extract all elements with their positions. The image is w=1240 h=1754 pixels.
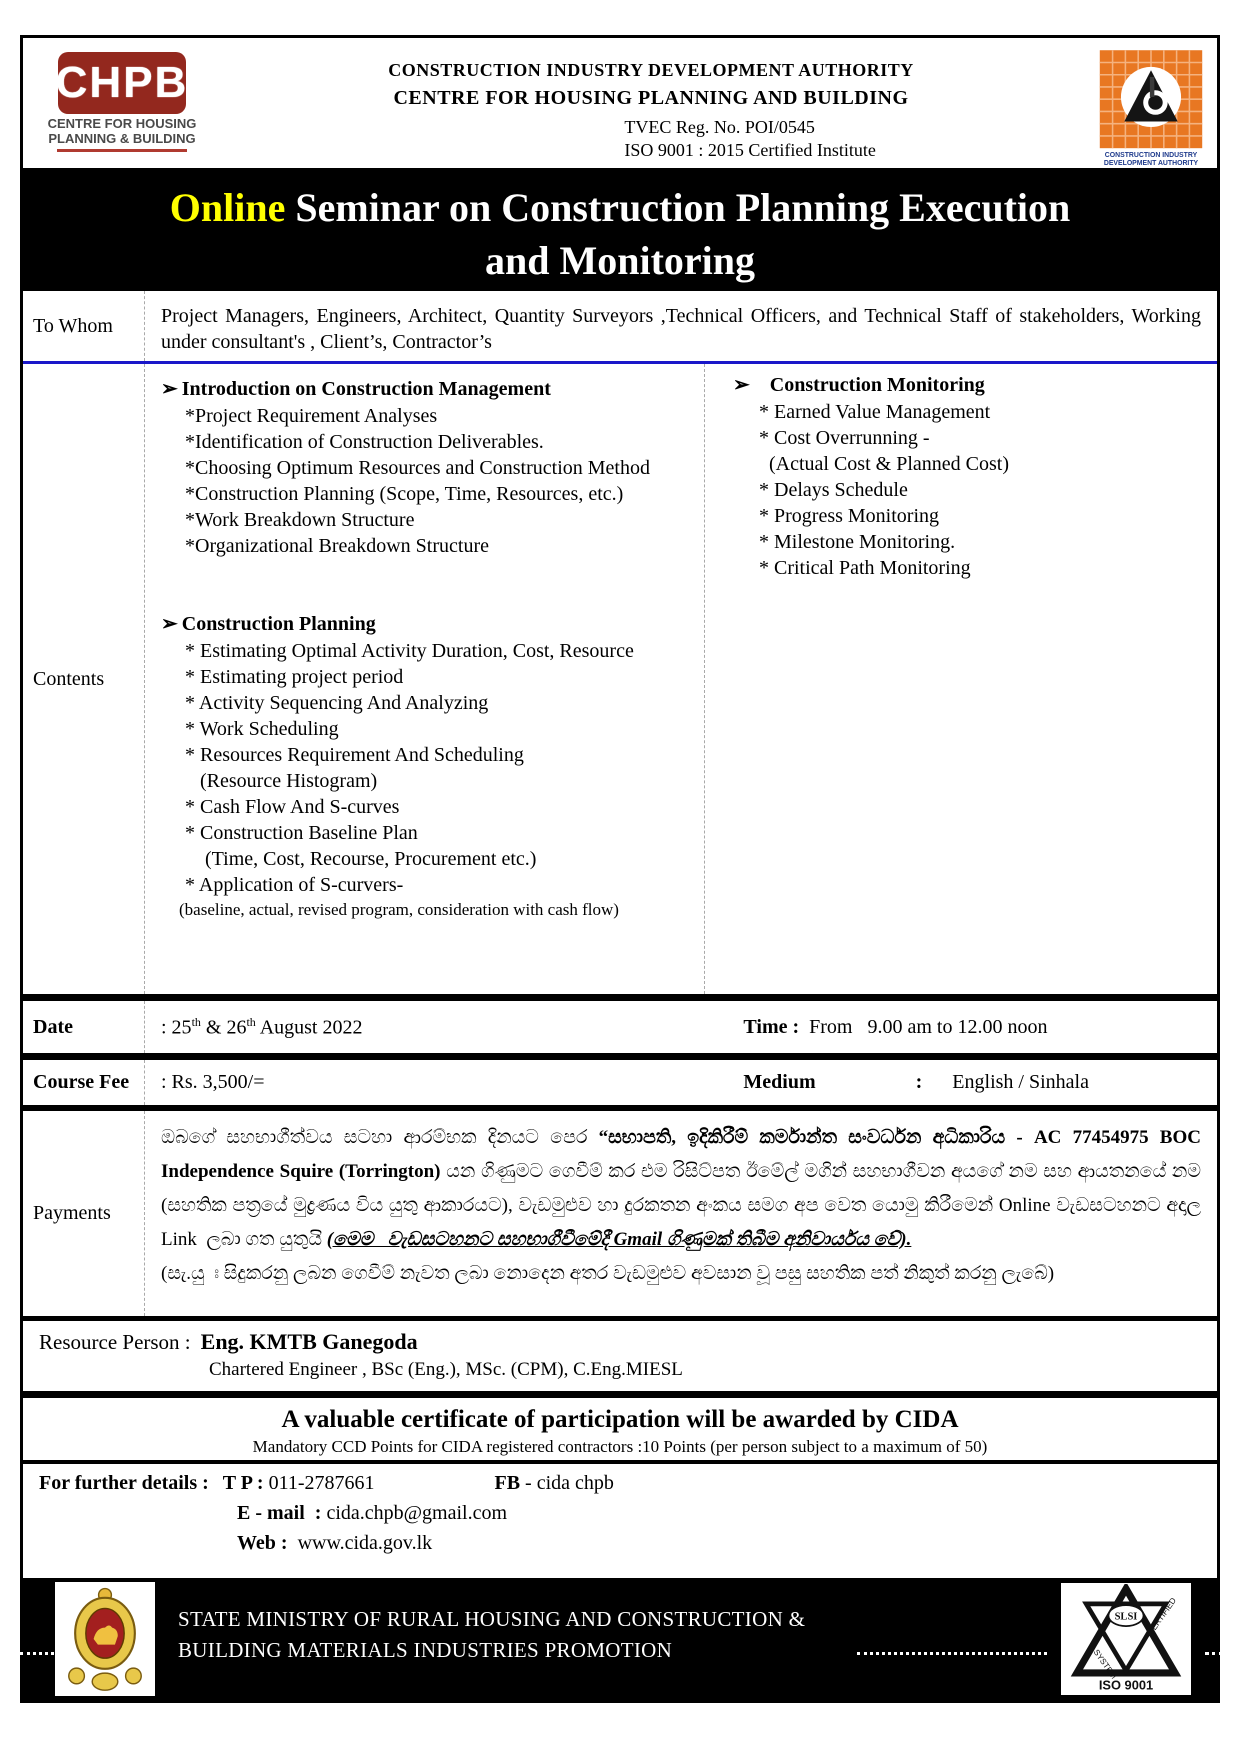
contents-item: *Construction Planning (Scope, Time, Resources, etc.) bbox=[185, 483, 624, 505]
date-suffix: August 2022 bbox=[255, 1016, 363, 1039]
payments-bank-account-bold: “සභාපති, ඉදිකිරීම් කර්මාන්ත සංවර්ධන අධිකාරිය - AC 77454975 BOC Independence Squire (Torrington) bbox=[161, 1127, 1206, 1182]
medium-label: Medium bbox=[743, 1071, 816, 1093]
contents-item: * Estimating project period bbox=[185, 666, 404, 688]
contents-right-column bbox=[705, 364, 1217, 994]
payments-label: Payments bbox=[23, 1111, 145, 1316]
resource-person-credentials: Chartered Engineer , BSc (Eng.), MSc. (CPM), C.Eng.MIESL bbox=[209, 1359, 683, 1380]
sri-lanka-emblem-icon bbox=[55, 1582, 155, 1696]
footer-band bbox=[23, 1578, 1217, 1700]
payments-row bbox=[23, 1111, 1217, 1316]
ministry-line2: BUILDING MATERIALS INDUSTRIES PROMOTION bbox=[178, 1638, 673, 1662]
email-item bbox=[237, 1502, 1201, 1525]
facebook-label: FB bbox=[494, 1472, 521, 1494]
contents-row bbox=[23, 364, 1217, 994]
svg-text:DEVELOPMENT AUTHORITY: DEVELOPMENT AUTHORITY bbox=[1103, 159, 1199, 166]
course-fee-row bbox=[23, 1060, 1217, 1105]
contents-item: * Milestone Monitoring. bbox=[759, 531, 956, 553]
date-prefix: : 25 bbox=[161, 1016, 192, 1039]
phone-item bbox=[223, 1472, 375, 1495]
payments-gmail-requirement: (මෙම වැඩසටහනට සහභාගීවීමේදී Gmail ගිණුමක් තිබීම අනිවාර්යය වේ). bbox=[326, 1229, 912, 1250]
to-whom-text: Project Managers, Engineers, Architect, Quantity Surveyors ,Technical Officers, and Technical Staff of stakeholders, Working under consultant's , Client’s, Contractor’s bbox=[161, 305, 1201, 353]
email-address: cida.chpb@gmail.com bbox=[321, 1502, 508, 1524]
date-value bbox=[161, 1015, 743, 1040]
email-label: E - mail : bbox=[237, 1502, 322, 1524]
contents-label: Contents bbox=[23, 364, 145, 994]
iso-certification: ISO 9001 : 2015 Certified Institute bbox=[624, 140, 876, 160]
seminar-title-line2: and Monitoring bbox=[484, 238, 756, 283]
medium-colon: : bbox=[915, 1071, 923, 1093]
resource-person-name: Eng. KMTB Ganegoda bbox=[200, 1329, 418, 1354]
contents-item: * Cash Flow And S-curves bbox=[185, 796, 400, 818]
contents-item: *Work Breakdown Structure bbox=[185, 509, 415, 531]
header bbox=[23, 38, 1217, 168]
org-name-line1: CONSTRUCTION INDUSTRY DEVELOPMENT AUTHORITY bbox=[388, 60, 914, 80]
section2-items bbox=[185, 638, 698, 898]
section-heading-monitoring bbox=[733, 372, 1211, 397]
svg-text:CONSTRUCTION INDUSTRY: CONSTRUCTION INDUSTRY bbox=[1104, 152, 1198, 160]
contents-item: * Critical Path Monitoring bbox=[759, 557, 971, 579]
contents-item: * Construction Baseline Plan bbox=[185, 822, 418, 844]
section3-items bbox=[759, 399, 1211, 581]
svg-text:ISO 9001: ISO 9001 bbox=[1098, 1677, 1154, 1693]
ministry-text bbox=[178, 1604, 805, 1666]
contents-item: * Application of S-curvers- bbox=[185, 874, 404, 896]
registration-lines bbox=[624, 116, 1095, 162]
phone-label: T P : bbox=[222, 1472, 264, 1494]
contents-item: *Choosing Optimum Resources and Construction Method bbox=[185, 457, 650, 479]
section1-items bbox=[185, 403, 698, 559]
payments-seg1: ඔබගේ සහභාගීත්වය සටහා ආරම්භක දිනයට පෙර bbox=[161, 1127, 599, 1148]
date-body bbox=[145, 1001, 1217, 1053]
contents-item: * Activity Sequencing And Analyzing bbox=[185, 692, 489, 714]
date-sup1: th bbox=[191, 1014, 201, 1029]
chpb-caption-line1: CENTRE FOR HOUSING bbox=[47, 116, 197, 131]
contents-item: * Work Scheduling bbox=[185, 718, 339, 740]
section-divider bbox=[23, 994, 1217, 1001]
to-whom-label: To Whom bbox=[23, 291, 145, 361]
svg-text:SYSTEM: SYSTEM bbox=[1091, 1647, 1119, 1681]
web-item bbox=[237, 1532, 1201, 1555]
medium-text: English / Sinhala bbox=[952, 1071, 1089, 1093]
tvec-reg-no: TVEC Reg. No. POI/0545 bbox=[624, 117, 815, 137]
section-divider bbox=[23, 1391, 1217, 1398]
contents-item: *Organizational Breakdown Structure bbox=[185, 535, 489, 557]
date-row bbox=[23, 1001, 1217, 1053]
dotted-line bbox=[1205, 1652, 1223, 1655]
arrow-bullet-icon: ➢ bbox=[161, 378, 178, 400]
section2-heading-text: Construction Planning bbox=[181, 613, 376, 635]
payments-body bbox=[145, 1111, 1217, 1316]
dotted-line bbox=[20, 1652, 54, 1655]
to-whom-row bbox=[23, 291, 1217, 361]
section1-heading-text: Introduction on Construction Management bbox=[181, 378, 551, 400]
contents-item: (Resource Histogram) bbox=[185, 770, 378, 792]
medium-value bbox=[743, 1071, 1201, 1094]
arrow-bullet-icon: ➢ bbox=[161, 613, 178, 635]
org-name-line2: CENTRE FOR HOUSING PLANNING AND BUILDING bbox=[393, 87, 909, 109]
section2-footnote: (baseline, actual, revised program, consideration with cash flow) bbox=[179, 900, 619, 919]
resource-person-row bbox=[23, 1321, 1217, 1391]
seminar-title-line1 bbox=[23, 184, 1217, 231]
date-label: Date bbox=[23, 1001, 145, 1053]
contents-item: * Resources Requirement And Scheduling bbox=[185, 744, 524, 766]
ministry-line1: STATE MINISTRY OF RURAL HOUSING AND CONSTRUCTION & bbox=[178, 1607, 806, 1631]
title-highlight-online: Online bbox=[169, 185, 286, 230]
contents-item: * Estimating Optimal Activity Duration, Cost, Resource bbox=[185, 640, 634, 662]
chpb-logo-icon bbox=[55, 52, 189, 114]
web-label: Web : bbox=[237, 1532, 288, 1554]
time-label: Time : bbox=[743, 1015, 800, 1038]
course-fee-value: : Rs. 3,500/= bbox=[161, 1071, 265, 1093]
contents-item: * Cost Overrunning - bbox=[759, 427, 930, 449]
contents-item: *Identification of Construction Deliverables. bbox=[185, 431, 544, 453]
contents-item: (Time, Cost, Recourse, Procurement etc.) bbox=[185, 848, 537, 870]
flyer-page bbox=[20, 35, 1220, 1703]
title-line1-rest: Seminar on Construction Planning Execution bbox=[285, 185, 1071, 230]
facebook-item bbox=[494, 1472, 613, 1495]
payments-seg3: යන ගිණුමට ගෙවීම් කර එම රිසිට්පත ඊමේල් මගින් සහභාගීවන අයගේ නම සහ ආයතනයේ නම (සහතික පත්‍රයේ මුද්‍රණය විය යුතු ආකාරයට), වැඩමුළුව හා දුරකතන අංකය සමග අප වෙත යොමු කිරීමෙන් Online වැඩසටහනට අදාල Link ලබා ගත යුතුයි bbox=[161, 1161, 1206, 1250]
header-titles bbox=[207, 46, 1095, 162]
web-address: www.cida.gov.lk bbox=[287, 1532, 433, 1554]
contents-item: * Delays Schedule bbox=[759, 479, 908, 501]
certificate-title: A valuable certificate of participation will be awarded by CIDA bbox=[281, 1406, 959, 1433]
further-details-section bbox=[23, 1464, 1217, 1578]
date-mid: & 26 bbox=[200, 1016, 247, 1039]
payments-note: (සැ.යු ඃ සිදුකරනු ලබන ගෙවීම් නැවත ලබා නොදෙන අතර වැඩමුළුව අවසාන වූ පසු සහතික පත් නිකුත් කරනු ලැබේ) bbox=[161, 1263, 1055, 1284]
course-fee-body bbox=[145, 1060, 1217, 1105]
payments-paragraph bbox=[161, 1121, 1206, 1257]
time-value bbox=[743, 1016, 1201, 1039]
further-details-label: For further details : bbox=[39, 1472, 209, 1494]
arrow-bullet-icon: ➢ bbox=[733, 374, 750, 396]
chpb-caption-line2: PLANNING & BUILDING bbox=[48, 131, 196, 146]
contents-item: *Project Requirement Analyses bbox=[185, 405, 438, 427]
chpb-acronym: CHPB bbox=[55, 58, 189, 107]
date-sup2: th bbox=[246, 1014, 256, 1029]
course-fee-label: Course Fee bbox=[23, 1060, 145, 1105]
section-divider bbox=[23, 1053, 1217, 1060]
contents-item: * Progress Monitoring bbox=[759, 505, 939, 527]
time-text: From 9.00 am to 12.00 noon bbox=[799, 1015, 1048, 1038]
section3-heading-text: Construction Monitoring bbox=[769, 374, 985, 396]
chpb-underline bbox=[57, 149, 187, 152]
certificate-subtitle: Mandatory CCD Points for CIDA registered contractors :10 Points (per person subject to a maximum of 50) bbox=[252, 1437, 988, 1456]
dotted-line bbox=[857, 1652, 1047, 1655]
contents-item: (Actual Cost & Planned Cost) bbox=[759, 453, 1009, 475]
details-line1 bbox=[39, 1472, 1201, 1495]
facebook-handle: - cida chpb bbox=[520, 1472, 614, 1494]
svg-text:CERTIFIED: CERTIFIED bbox=[1146, 1596, 1179, 1637]
contents-left-column bbox=[145, 364, 705, 994]
title-banner bbox=[23, 168, 1217, 291]
section-heading-intro bbox=[161, 376, 698, 401]
certificate-section bbox=[23, 1398, 1217, 1460]
section-gap bbox=[161, 559, 698, 611]
contents-item: * Earned Value Management bbox=[759, 401, 991, 423]
svg-text:SLSI: SLSI bbox=[1114, 1611, 1138, 1623]
cida-logo-icon bbox=[1095, 48, 1207, 166]
contents-body bbox=[145, 364, 1217, 994]
resource-person-line bbox=[39, 1329, 1201, 1355]
section-heading-planning bbox=[161, 611, 698, 636]
chpb-logo bbox=[37, 46, 207, 152]
phone-number: 011-2787661 bbox=[263, 1472, 375, 1494]
slsi-iso-logo-icon bbox=[1061, 1583, 1191, 1695]
resource-person-label: Resource Person : bbox=[39, 1330, 191, 1354]
